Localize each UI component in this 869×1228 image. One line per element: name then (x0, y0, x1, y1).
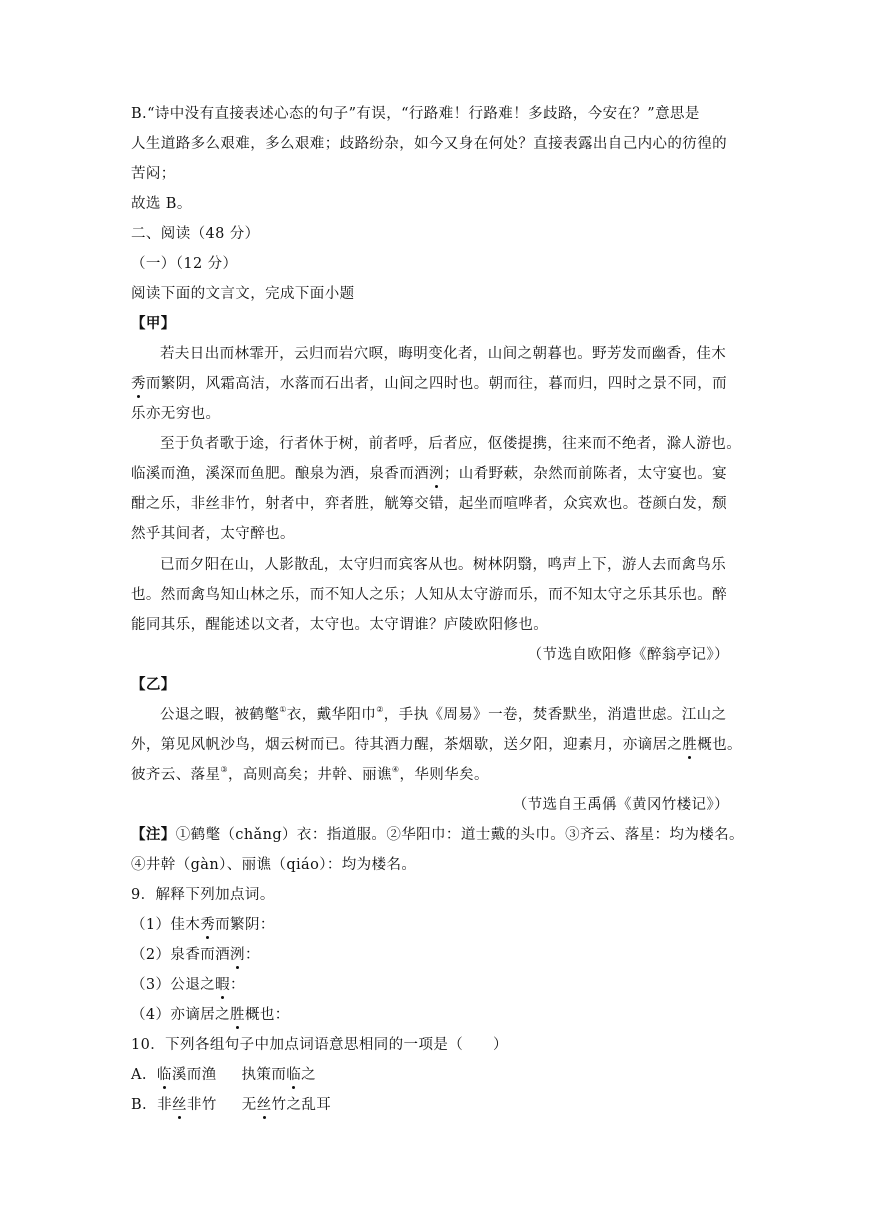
dotted-word: 秀 (131, 376, 146, 392)
notes-line: ④井幹（gàn）、丽谯（qiáo）：均为楼名。 (131, 857, 417, 873)
question-10-option-b: B. 非丝非竹 无丝竹之乱耳 (131, 1097, 332, 1113)
question-9-stem: 9．解释下列加点词。 (131, 887, 275, 903)
passage-source: （节选自王禹偁《黄冈竹楼记》） (512, 797, 729, 813)
passage-yi-label: 【乙】 (131, 676, 176, 693)
question-9-item: （2）泉香而酒洌： (131, 947, 260, 963)
dotted-word: 暇 (215, 977, 231, 993)
passage-line: 酣之乐，非丝非竹，射者中，弈者胜，觥筹交错，起坐而喧哗者，众宾欢也。苍颜白发，颓 (131, 496, 727, 512)
passage-line: 乐亦无穷也。 (131, 406, 221, 422)
question-10-stem: 10．下列各组句子中加点词语意思相同的一项是（ ） (131, 1037, 508, 1053)
dotted-word: 临 (286, 1067, 302, 1083)
answer-line: 苦闷； (131, 166, 176, 182)
question-9-item: （4）亦谪居之胜概也： (131, 1007, 290, 1023)
passage-line: 然乎其间者，太守醉也。 (131, 526, 295, 542)
footnote-mark: ④ (391, 765, 400, 774)
section-title: 二、阅读（48 分） (131, 226, 260, 242)
dotted-word: 秀 (200, 917, 216, 933)
passage-jia-label: 【甲】 (131, 315, 176, 332)
passage-line: 彼齐云、落星③，高则高矣；井幹、丽谯④，华则华矣。 (131, 765, 489, 783)
question-9-item: （3）公退之暇： (131, 977, 245, 993)
dotted-word: 胜 (230, 1007, 245, 1023)
footnote-mark: ① (279, 705, 287, 714)
passage-line: 公退之暇，被鹤氅①衣，戴华阳巾②，手执《周易》一卷，焚香默坐，消遣世虑。江山之 (160, 705, 727, 723)
passage-line: 至于负者歌于途，行者休于树，前者呼，后者应，伛偻提携，往来而不绝者，滁人游也。 (160, 436, 742, 452)
passage-line: 若夫日出而林霏开，云归而岩穴暝，晦明变化者，山间之朝暮也。野芳发而幽香，佳木 (160, 346, 727, 362)
dotted-word: 丝 (256, 1097, 272, 1113)
answer-line: B.“诗中没有直接表述心态的句子”有误，“行路难！行路难！多歧路，今安在？”意思是 (131, 106, 700, 122)
passage-line: 临溪而渔，溪深而鱼肥。酿泉为酒，泉香而酒洌；山肴野蔌，杂然而前陈者，太守宴也。宴 (131, 466, 728, 482)
passage-source: （节选自欧阳修《醉翁亭记》） (527, 647, 729, 663)
question-10-option-a: A. 临溪而渔 执策而临之 (131, 1067, 317, 1083)
answer-line: 人生道路多么艰难，多么艰难；歧路纷杂，如今又身在何处？直接表露出自己内心的彷徨的 (131, 136, 727, 152)
section-subtitle: （一）（12 分） (131, 256, 238, 272)
notes-line: 【注】①鹤氅（chǎng）衣：指道服。②华阳巾：道士戴的头巾。③齐云、落星：均为楼名。 (131, 826, 744, 843)
passage-line: 秀而繁阴，风霜高洁，水落而石出者，山间之四时也。朝而往，暮而归，四时之景不同，而 (131, 376, 728, 392)
passage-line: 外，第见风帆沙鸟，烟云树而已。待其酒力醒，茶烟歇，送夕阳，迎素月，亦谪居之胜概也。 (131, 737, 742, 753)
passage-line: 也。然而禽鸟知山林之乐，而不知人之乐；人知从太守游而乐，而不知太守之乐其乐也。醉 (131, 587, 727, 603)
reading-instruction: 阅读下面的文言文，完成下面小题 (131, 286, 355, 302)
footnote-mark: ② (376, 705, 384, 714)
passage-line: 能同其乐，醒能述以文者，太守也。太守谓谁？庐陵欧阳修也。 (131, 617, 549, 633)
notes-label: 【注】 (131, 826, 176, 843)
answer-conclusion: 故选 B。 (131, 196, 192, 212)
footnote-mark: ③ (220, 765, 228, 774)
dotted-word: 洌 (230, 947, 245, 963)
dotted-word: 胜 (682, 737, 698, 753)
dotted-word: 洌 (429, 466, 444, 482)
dotted-word: 丝 (172, 1097, 187, 1113)
passage-line: 已而夕阳在山，人影散乱，太守归而宾客从也。树林阴翳，鸣声上下，游人去而禽鸟乐 (160, 557, 727, 573)
question-9-item: （1）佳木秀而繁阴： (131, 917, 275, 933)
dotted-word: 临 (156, 1067, 172, 1083)
